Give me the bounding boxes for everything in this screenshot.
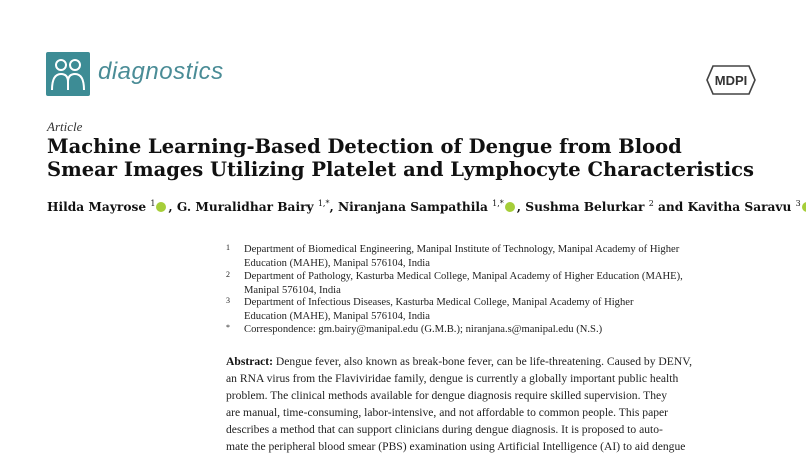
- abstract-line: are manual, time-consuming, labor-intensive, and not affordable to common people. This paper: [226, 406, 669, 419]
- author-name[interactable]: G. Muralidhar Bairy: [176, 200, 314, 215]
- paper-title: [47, 135, 787, 181]
- author-separator: and: [653, 200, 688, 215]
- author-name[interactable]: Sushma Belurkar: [525, 200, 645, 215]
- title-line: Smear Images Utilizing Platelet and Lymphocyte Characteristics: [47, 158, 754, 181]
- journal-name[interactable]: diagnostics: [98, 58, 224, 85]
- orcid-icon[interactable]: [156, 202, 166, 212]
- author-separator: ,: [329, 200, 338, 215]
- affiliation-number: 2: [226, 270, 230, 279]
- author-affiliation-mark: 1,*: [317, 199, 330, 208]
- affiliation-line: Education (MAHE), Manipal 576104, India: [244, 311, 430, 322]
- affiliation-line: Department of Pathology, Kasturba Medical College, Manipal Academy of Higher Education (MAHE),: [244, 271, 683, 282]
- author-affiliation-mark: 2: [648, 199, 654, 208]
- author-name[interactable]: Kavitha Saravu: [687, 200, 792, 215]
- affiliation-line: Manipal 576104, India: [244, 285, 341, 296]
- journal-logo: [46, 52, 90, 96]
- abstract-line: problem. The clinical methods available for dengue diagnosis require skilled supervision. They: [226, 389, 667, 402]
- affiliation-line: Department of Infectious Diseases, Kasturba Medical College, Manipal Academy of Higher: [244, 297, 634, 308]
- author-name[interactable]: Hilda Mayrose: [47, 200, 147, 215]
- mdpi-logo-icon: [703, 62, 759, 98]
- title-line: Machine Learning-Based Detection of Dengue from Blood: [47, 135, 682, 158]
- abstract-label: Abstract:: [226, 355, 274, 368]
- affiliation-line: Education (MAHE), Manipal 576104, India: [244, 258, 430, 269]
- abstract-line: describes a method that can support clinicians during dengue diagnosis. It is proposed to auto-: [226, 423, 663, 436]
- abstract-line: mate the peripheral blood smear (PBS) examination using Artificial Intelligence (AI) to aid dengue: [226, 440, 686, 453]
- author-affiliation-mark: 1,*: [492, 199, 504, 208]
- mdpi-logo[interactable]: [703, 62, 759, 98]
- affiliation-number: 1: [226, 243, 230, 252]
- affiliation-line: Department of Biomedical Engineering, Manipal Institute of Technology, Manipal Academy of Higher: [244, 244, 680, 255]
- author-name[interactable]: Niranjana Sampathila: [337, 200, 488, 215]
- abstract-line: Dengue fever, also known as break-bone fever, can be life-threatening. Caused by DENV,: [273, 355, 692, 368]
- abstract-line: an RNA virus from the Flaviviridae family, dengue is currently a globally important public health: [226, 372, 679, 385]
- author-separator: ,: [516, 200, 526, 215]
- correspondence-line[interactable]: Correspondence: gm.bairy@manipal.edu (G.M.B.); niranjana.s@manipal.edu (N.S.): [244, 324, 603, 335]
- orcid-icon[interactable]: [802, 202, 806, 212]
- affiliation-number: 3: [226, 296, 230, 305]
- author-list: [47, 199, 806, 214]
- people-icon: [46, 52, 90, 96]
- abstract: [226, 353, 766, 455]
- article-type: Article: [47, 119, 83, 134]
- author-affiliation-mark: 3: [795, 199, 801, 208]
- author-affiliation-mark: 1: [150, 199, 156, 208]
- orcid-icon[interactable]: [505, 202, 515, 212]
- publisher-name: MDPI: [714, 73, 748, 88]
- author-separator: ,: [168, 200, 177, 215]
- correspondence-mark: *: [226, 323, 230, 332]
